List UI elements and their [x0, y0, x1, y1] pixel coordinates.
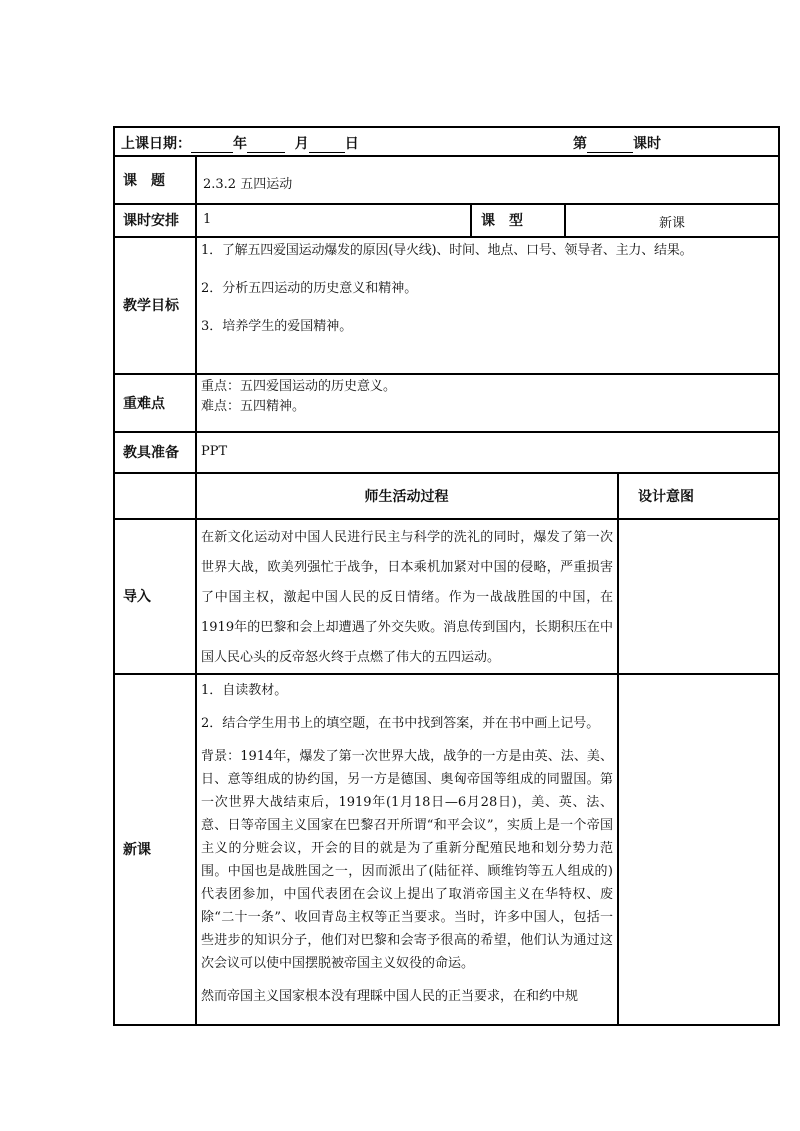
lesson-paragraph: 2．结合学生用书上的填空题，在书中找到答案，并在书中画上记号。	[201, 716, 600, 731]
topic-value: 2.3.2 五四运动	[203, 177, 293, 192]
schedule-label: 课时安排	[123, 213, 179, 229]
row-divider	[115, 518, 778, 520]
intro-text: 在新文化运动对中国人民进行民主与科学的洗礼的同时，爆发了第一次世界大战，欧美列强忙于战争，日本乘机加紧对中国的侵略，严重损害了中国主权，激起中国人民的反日情绪。作为一战战胜国的中国，在1919年的巴黎和会上却遭遇了外交失败。消息传到国内，长期积压在中国人民心头的反帝怒火终于点燃了伟大的五四运动。	[201, 530, 613, 665]
lesson-plan-table	[113, 126, 780, 1026]
month-unit: 月	[294, 136, 309, 152]
date-label: 上课日期：	[121, 136, 191, 152]
lesson-type-value: 新课	[658, 216, 685, 231]
key-point: 重点：五四爱国运动的历史意义。	[201, 379, 397, 394]
row-divider	[115, 236, 778, 238]
period-unit: 课时	[633, 136, 661, 152]
row-divider	[115, 203, 778, 205]
difficulty-point: 难点：五四精神。	[201, 399, 306, 414]
day-unit: 日	[344, 136, 359, 152]
period-prefix: 第	[573, 136, 587, 152]
activity-header: 师生活动过程	[364, 488, 449, 505]
tools-label: 教具准备	[123, 445, 179, 461]
row-divider	[115, 431, 778, 433]
lesson-type-label: 课 型	[481, 213, 523, 229]
row-divider	[115, 155, 778, 157]
intro-label: 导入	[123, 589, 151, 605]
lesson-paragraph: 背景：1914年，爆发了第一次世界大战，战争的一方是由英、法、美、日、意等组成的协约国，另一方是德国、奥匈帝国等组成的同盟国。第一次世界大战结束后，1919年(1月18日—6月28日)，美、英、法、意、日等帝国主义国家在巴黎召开所谓“和平会议”，实质上是一个帝国主义的分赃会议，开会的目的就是为了重新分配殖民地和划分势力范围。中国也是战胜国之一，因而派出了(陆征祥、顾维钧等五人组成的)代表团参加，中国代表团在会议上提出了取消帝国主义在华特权、废除“二十一条”、收回青岛主权等正当要求。当时，许多中国人，包括一些进步的知识分子，他们对巴黎和会寄予很高的希望，他们认为通过这次会议可以使中国摆脱被帝国主义奴役的命运。	[201, 749, 613, 971]
new-lesson-content	[201, 679, 613, 1008]
column-divider	[195, 155, 197, 1024]
column-divider	[617, 472, 619, 1024]
period-blank	[587, 138, 633, 153]
goal-item: 2．分析五四运动的历史意义和精神。	[201, 281, 418, 296]
goals-list	[201, 241, 776, 337]
period-field	[573, 133, 661, 153]
row-divider	[115, 373, 778, 375]
goal-item: 1．了解五四爱国运动爆发的原因(导火线)、时间、地点、口号、领导者、主力、结果。	[201, 243, 693, 258]
goal-item: 3．培养学生的爱国精神。	[201, 319, 353, 334]
year-blank	[191, 138, 233, 153]
topic-label: 课 题	[123, 172, 165, 189]
key-points-content	[201, 377, 761, 417]
date-header	[121, 133, 771, 153]
schedule-value: 1	[203, 212, 212, 227]
tools-value: PPT	[201, 444, 228, 459]
new-lesson-label: 新课	[123, 842, 151, 858]
intent-header: 设计意图	[638, 488, 694, 505]
lesson-paragraph: 1．自读教材。	[201, 683, 288, 698]
month-gap-blank	[247, 138, 285, 153]
day-blank	[309, 138, 345, 153]
key-points-label: 重难点	[123, 395, 165, 412]
goals-label: 教学目标	[123, 298, 179, 314]
row-divider	[115, 673, 778, 675]
lesson-paragraph: 然而帝国主义国家根本没有理睬中国人民的正当要求，在和约中规	[201, 989, 579, 1004]
year-unit: 年	[233, 136, 247, 152]
